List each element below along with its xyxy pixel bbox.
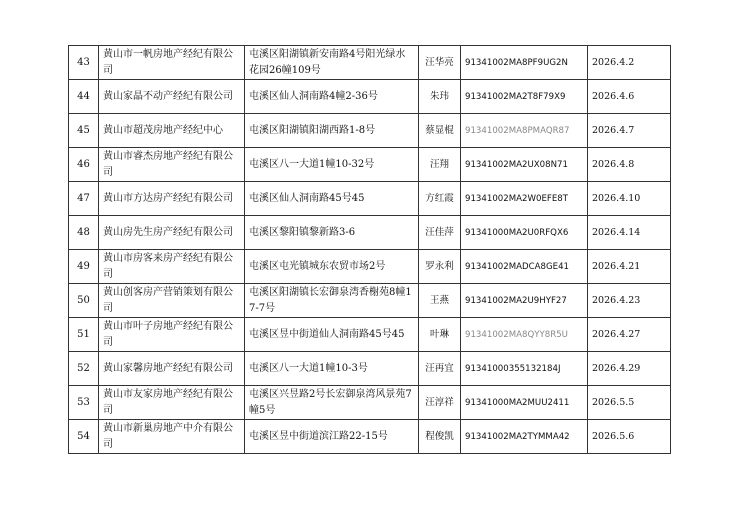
company-name-cell: 黄山市一帆房地产经纪有限公司: [99, 46, 245, 80]
company-address-cell: 屯溪区昱中街道仙人洞南路45号45: [245, 318, 419, 352]
row-number-cell: 52: [69, 352, 99, 386]
registration-date-cell: 2026.4.14: [588, 216, 671, 250]
table-row: [69, 250, 671, 284]
registry-table: [68, 45, 671, 454]
row-number-cell: 50: [69, 284, 99, 318]
row-number-cell: 51: [69, 318, 99, 352]
credit-code-cell: 91341000355132184J: [461, 352, 588, 386]
company-address-cell: 屯溪区八一大道1幢10-3号: [245, 352, 419, 386]
registration-date-cell: 2026.4.21: [588, 250, 671, 284]
contact-person-cell: 汪翔: [419, 148, 461, 182]
table-row: [69, 114, 671, 148]
registration-date-cell: 2026.4.27: [588, 318, 671, 352]
credit-code-cell: 91341002MA2T8F79X9: [461, 80, 588, 114]
credit-code-cell: 91341002MADCA8GE41: [461, 250, 588, 284]
contact-person-cell: 罗永利: [419, 250, 461, 284]
company-name-cell: 黄山市新巢房地产中介有限公司: [99, 420, 245, 454]
table-row: [69, 148, 671, 182]
company-address-cell: 屯溪区阳湖镇阳湖西路1-8号: [245, 114, 419, 148]
table-row: [69, 420, 671, 454]
credit-code-cell: 91341002MA2TYMMA42: [461, 420, 588, 454]
company-address-cell: 屯溪区昱中街道滨江路22-15号: [245, 420, 419, 454]
table-row: [69, 318, 671, 352]
contact-person-cell: 汪淳祥: [419, 386, 461, 420]
credit-code-cell: 91341002MA2W0EFE8T: [461, 182, 588, 216]
table-row: [69, 216, 671, 250]
credit-code-cell: 91341002MA8PMAQR87: [461, 114, 588, 148]
row-number-cell: 49: [69, 250, 99, 284]
company-address-cell: 屯溪区阳湖镇新安南路4号阳光绿水花园26幢109号: [245, 46, 419, 80]
company-name-cell: 黄山家晶不动产经纪有限公司: [99, 80, 245, 114]
contact-person-cell: 蔡显棍: [419, 114, 461, 148]
registration-date-cell: 2026.4.6: [588, 80, 671, 114]
company-name-cell: 黄山市叶子房地产经纪有限公司: [99, 318, 245, 352]
row-number-cell: 54: [69, 420, 99, 454]
contact-person-cell: 王燕: [419, 284, 461, 318]
registration-date-cell: 2026.4.8: [588, 148, 671, 182]
contact-person-cell: 方红霞: [419, 182, 461, 216]
contact-person-cell: 程俊凯: [419, 420, 461, 454]
registration-date-cell: 2026.4.10: [588, 182, 671, 216]
row-number-cell: 43: [69, 46, 99, 80]
company-name-cell: 黄山市睿杰房地产经纪有限公司: [99, 148, 245, 182]
company-address-cell: 屯溪区仙人洞南路45号45: [245, 182, 419, 216]
credit-code-cell: 91341000MA2MUU2411: [461, 386, 588, 420]
credit-code-cell: 91341002MA8PF9UG2N: [461, 46, 588, 80]
registration-date-cell: 2026.4.2: [588, 46, 671, 80]
table-row: [69, 80, 671, 114]
table-row: [69, 386, 671, 420]
row-number-cell: 46: [69, 148, 99, 182]
table-row: [69, 352, 671, 386]
table-row: [69, 46, 671, 80]
contact-person-cell: 汪佳萍: [419, 216, 461, 250]
credit-code-cell: 91341002MA2UX08N71: [461, 148, 588, 182]
registration-date-cell: 2026.4.29: [588, 352, 671, 386]
company-address-cell: 屯溪区仙人洞南路4幢2-36号: [245, 80, 419, 114]
table-body: [69, 46, 671, 454]
row-number-cell: 48: [69, 216, 99, 250]
registration-date-cell: 2026.4.7: [588, 114, 671, 148]
company-name-cell: 黄山家馨房地产经纪有限公司: [99, 352, 245, 386]
table-row: [69, 182, 671, 216]
company-name-cell: 黄山房先生房产经纪有限公司: [99, 216, 245, 250]
company-address-cell: 屯溪区黎阳镇黎新路3-6: [245, 216, 419, 250]
credit-code-cell: 91341000MA2U0RFQX6: [461, 216, 588, 250]
credit-code-cell: 91341002MA2U9HYF27: [461, 284, 588, 318]
registration-date-cell: 2026.5.6: [588, 420, 671, 454]
table-row: [69, 284, 671, 318]
row-number-cell: 53: [69, 386, 99, 420]
registration-date-cell: 2026.4.23: [588, 284, 671, 318]
company-name-cell: 黄山市方达房产经纪有限公司: [99, 182, 245, 216]
contact-person-cell: 汪华亮: [419, 46, 461, 80]
company-name-cell: 黄山市房客来房产经纪有限公司: [99, 250, 245, 284]
row-number-cell: 44: [69, 80, 99, 114]
company-address-cell: 屯溪区屯光镇城东农贸市场2号: [245, 250, 419, 284]
credit-code-cell: 91341002MA8QYY8R5U: [461, 318, 588, 352]
company-name-cell: 黄山市超茂房地产经纪中心: [99, 114, 245, 148]
registration-date-cell: 2026.5.5: [588, 386, 671, 420]
contact-person-cell: 叶琳: [419, 318, 461, 352]
company-address-cell: 屯溪区阳湖镇长宏御泉湾香榭苑8幢17-7号: [245, 284, 419, 318]
row-number-cell: 47: [69, 182, 99, 216]
company-name-cell: 黄山市友家房地产经纪有限公司: [99, 386, 245, 420]
contact-person-cell: 汪再宜: [419, 352, 461, 386]
company-address-cell: 屯溪区八一大道1幢10-32号: [245, 148, 419, 182]
row-number-cell: 45: [69, 114, 99, 148]
company-name-cell: 黄山创客房产营销策划有限公司: [99, 284, 245, 318]
contact-person-cell: 朱玮: [419, 80, 461, 114]
company-address-cell: 屯溪区兴昱路2号长宏御泉湾风景苑7幢5号: [245, 386, 419, 420]
